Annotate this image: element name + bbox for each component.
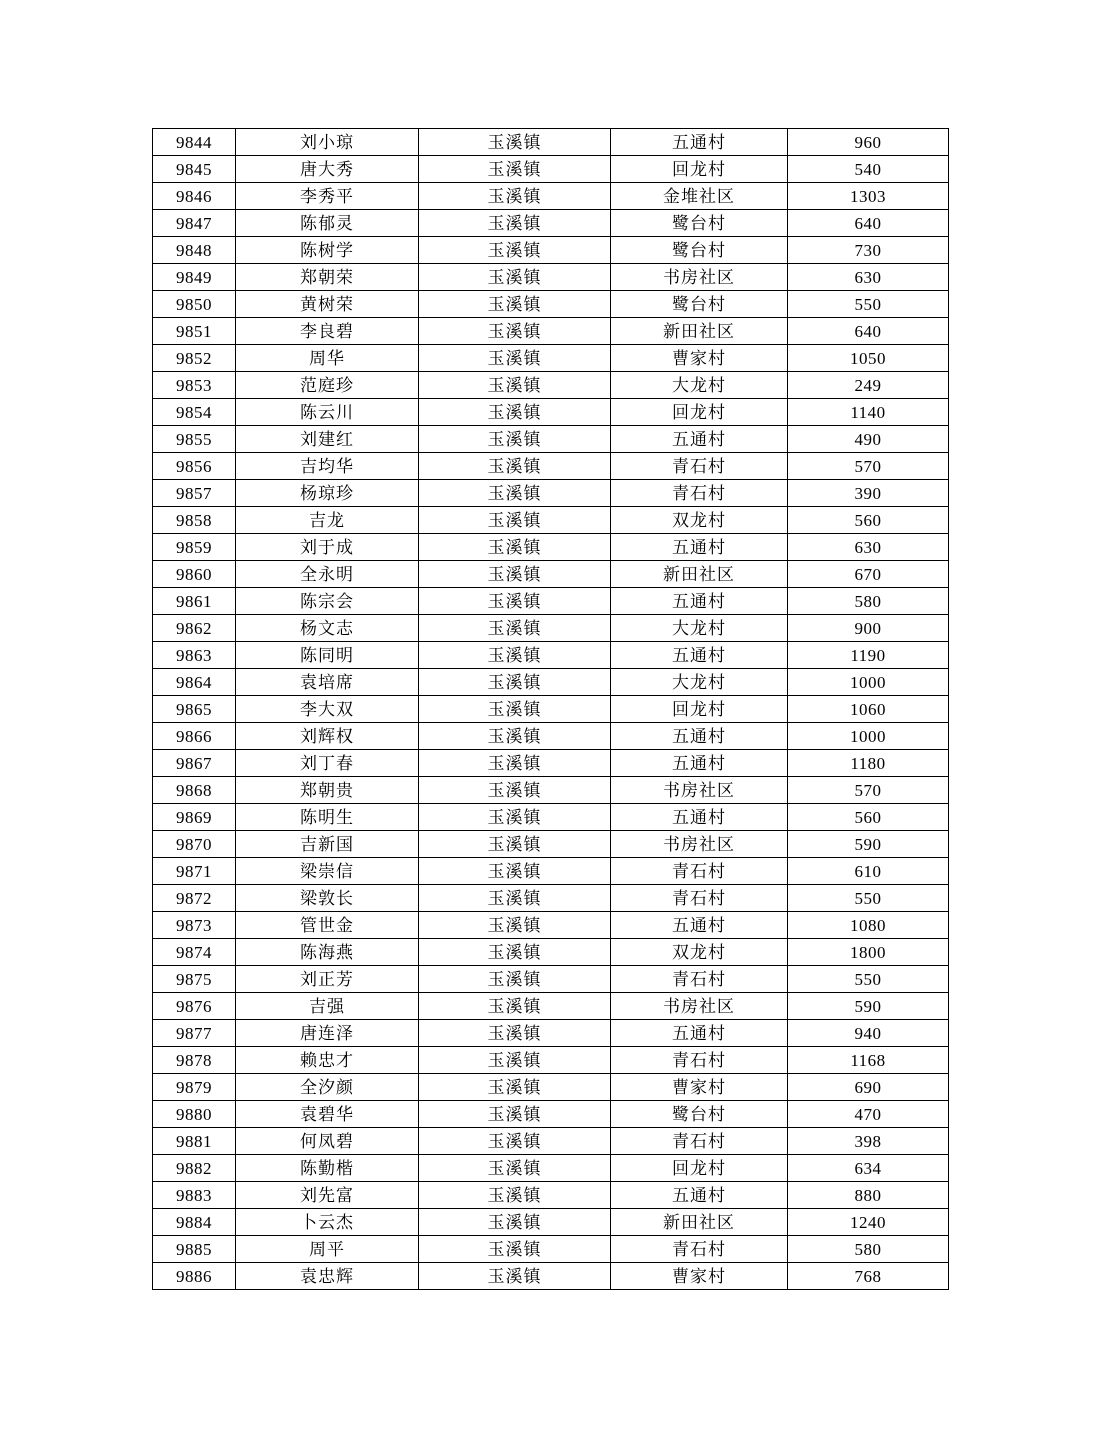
- table-cell-village: 回龙村: [611, 156, 788, 183]
- table-cell-id: 9856: [153, 453, 236, 480]
- table-cell-village: 大龙村: [611, 669, 788, 696]
- table-cell-village: 回龙村: [611, 1155, 788, 1182]
- table-cell-name: 刘于成: [236, 534, 419, 561]
- table-cell-town: 玉溪镇: [419, 1047, 611, 1074]
- table-row: [153, 1155, 949, 1182]
- table-cell-id: 9880: [153, 1101, 236, 1128]
- table-cell-village: 金堆社区: [611, 183, 788, 210]
- table-cell-id: 9860: [153, 561, 236, 588]
- table-row: [153, 345, 949, 372]
- table-cell-id: 9849: [153, 264, 236, 291]
- table-cell-name: 吉新国: [236, 831, 419, 858]
- table-cell-town: 玉溪镇: [419, 183, 611, 210]
- table-cell-town: 玉溪镇: [419, 615, 611, 642]
- table-cell-village: 五通村: [611, 588, 788, 615]
- table-cell-value: 640: [788, 210, 949, 237]
- table-cell-id: 9851: [153, 318, 236, 345]
- table-cell-town: 玉溪镇: [419, 1263, 611, 1290]
- table-cell-town: 玉溪镇: [419, 1128, 611, 1155]
- table-cell-town: 玉溪镇: [419, 345, 611, 372]
- table-cell-village: 五通村: [611, 1020, 788, 1047]
- table-cell-village: 五通村: [611, 1182, 788, 1209]
- table-cell-id: 9850: [153, 291, 236, 318]
- table-cell-name: 李秀平: [236, 183, 419, 210]
- table-cell-id: 9862: [153, 615, 236, 642]
- table-cell-village: 新田社区: [611, 1209, 788, 1236]
- table-cell-name: 卜云杰: [236, 1209, 419, 1236]
- table-cell-name: 范庭珍: [236, 372, 419, 399]
- table-cell-name: 李良碧: [236, 318, 419, 345]
- table-row: [153, 1047, 949, 1074]
- table-cell-name: 刘正芳: [236, 966, 419, 993]
- table-cell-id: 9861: [153, 588, 236, 615]
- table-cell-value: 580: [788, 588, 949, 615]
- table-cell-value: 490: [788, 426, 949, 453]
- table-cell-value: 1080: [788, 912, 949, 939]
- table-cell-name: 吉龙: [236, 507, 419, 534]
- table-cell-id: 9872: [153, 885, 236, 912]
- table-cell-value: 570: [788, 453, 949, 480]
- table-cell-value: 630: [788, 264, 949, 291]
- table-cell-village: 青石村: [611, 453, 788, 480]
- table-cell-id: 9873: [153, 912, 236, 939]
- table-row: [153, 750, 949, 777]
- table-cell-value: 630: [788, 534, 949, 561]
- table-row: [153, 588, 949, 615]
- table-row: [153, 129, 949, 156]
- table-cell-village: 书房社区: [611, 777, 788, 804]
- table-cell-value: 390: [788, 480, 949, 507]
- table-cell-name: 吉均华: [236, 453, 419, 480]
- table-cell-town: 玉溪镇: [419, 1209, 611, 1236]
- table-cell-town: 玉溪镇: [419, 426, 611, 453]
- table-cell-value: 634: [788, 1155, 949, 1182]
- table-row: [153, 912, 949, 939]
- table-cell-value: 1190: [788, 642, 949, 669]
- table-cell-village: 五通村: [611, 750, 788, 777]
- table-cell-value: 640: [788, 318, 949, 345]
- table-cell-village: 新田社区: [611, 318, 788, 345]
- table-cell-id: 9866: [153, 723, 236, 750]
- table-cell-id: 9867: [153, 750, 236, 777]
- table-cell-id: 9863: [153, 642, 236, 669]
- table-cell-name: 何凤碧: [236, 1128, 419, 1155]
- table-cell-village: 新田社区: [611, 561, 788, 588]
- table-cell-name: 刘建红: [236, 426, 419, 453]
- table-cell-town: 玉溪镇: [419, 453, 611, 480]
- table-cell-town: 玉溪镇: [419, 642, 611, 669]
- table-cell-value: 610: [788, 858, 949, 885]
- table-cell-id: 9875: [153, 966, 236, 993]
- table-cell-town: 玉溪镇: [419, 1155, 611, 1182]
- table-cell-value: 590: [788, 831, 949, 858]
- table-cell-value: 590: [788, 993, 949, 1020]
- table-cell-id: 9884: [153, 1209, 236, 1236]
- table-cell-town: 玉溪镇: [419, 1074, 611, 1101]
- table-cell-name: 袁忠辉: [236, 1263, 419, 1290]
- table-cell-id: 9848: [153, 237, 236, 264]
- table-cell-name: 梁敦长: [236, 885, 419, 912]
- table-cell-name: 刘小琼: [236, 129, 419, 156]
- table-cell-id: 9859: [153, 534, 236, 561]
- table-cell-id: 9852: [153, 345, 236, 372]
- table-cell-name: 黄树荣: [236, 291, 419, 318]
- table-row: [153, 1182, 949, 1209]
- table-cell-village: 曹家村: [611, 345, 788, 372]
- table-cell-id: 9868: [153, 777, 236, 804]
- table-cell-village: 青石村: [611, 885, 788, 912]
- table-cell-village: 五通村: [611, 534, 788, 561]
- table-cell-value: 1000: [788, 669, 949, 696]
- table-row: [153, 561, 949, 588]
- table-cell-value: 880: [788, 1182, 949, 1209]
- table-cell-name: 赖忠才: [236, 1047, 419, 1074]
- table-cell-name: 全永明: [236, 561, 419, 588]
- table-cell-id: 9882: [153, 1155, 236, 1182]
- table-cell-village: 青石村: [611, 480, 788, 507]
- table-row: [153, 885, 949, 912]
- table-cell-id: 9858: [153, 507, 236, 534]
- table-row: [153, 1020, 949, 1047]
- table-cell-name: 陈勤楷: [236, 1155, 419, 1182]
- table-cell-name: 陈树学: [236, 237, 419, 264]
- table-cell-id: 9881: [153, 1128, 236, 1155]
- table-cell-value: 560: [788, 804, 949, 831]
- table-cell-village: 青石村: [611, 1236, 788, 1263]
- table-cell-village: 书房社区: [611, 264, 788, 291]
- table-cell-village: 回龙村: [611, 399, 788, 426]
- table-cell-value: 730: [788, 237, 949, 264]
- table-cell-town: 玉溪镇: [419, 534, 611, 561]
- table-cell-town: 玉溪镇: [419, 129, 611, 156]
- table-row: [153, 1128, 949, 1155]
- table-cell-value: 540: [788, 156, 949, 183]
- table-cell-town: 玉溪镇: [419, 1020, 611, 1047]
- table-row: [153, 1236, 949, 1263]
- table-cell-value: 249: [788, 372, 949, 399]
- table-cell-name: 陈明生: [236, 804, 419, 831]
- table-cell-town: 玉溪镇: [419, 291, 611, 318]
- table-cell-village: 青石村: [611, 1128, 788, 1155]
- records-table: [152, 128, 949, 1290]
- table-cell-town: 玉溪镇: [419, 777, 611, 804]
- table-row: [153, 669, 949, 696]
- table-cell-value: 1303: [788, 183, 949, 210]
- table-row: [153, 804, 949, 831]
- table-cell-id: 9886: [153, 1263, 236, 1290]
- table-cell-town: 玉溪镇: [419, 264, 611, 291]
- table-cell-value: 1050: [788, 345, 949, 372]
- table-cell-value: 1800: [788, 939, 949, 966]
- table-cell-id: 9845: [153, 156, 236, 183]
- table-cell-value: 550: [788, 885, 949, 912]
- table-cell-town: 玉溪镇: [419, 507, 611, 534]
- table-cell-value: 398: [788, 1128, 949, 1155]
- table-cell-id: 9871: [153, 858, 236, 885]
- table-cell-town: 玉溪镇: [419, 318, 611, 345]
- table-cell-town: 玉溪镇: [419, 804, 611, 831]
- table-body: [153, 129, 949, 1290]
- table-cell-town: 玉溪镇: [419, 1182, 611, 1209]
- table-cell-id: 9876: [153, 993, 236, 1020]
- table-cell-village: 鹭台村: [611, 237, 788, 264]
- table-cell-value: 690: [788, 1074, 949, 1101]
- table-cell-town: 玉溪镇: [419, 912, 611, 939]
- table-cell-id: 9879: [153, 1074, 236, 1101]
- table-cell-town: 玉溪镇: [419, 1101, 611, 1128]
- table-row: [153, 696, 949, 723]
- table-cell-id: 9865: [153, 696, 236, 723]
- table-cell-village: 书房社区: [611, 831, 788, 858]
- table-row: [153, 264, 949, 291]
- table-cell-village: 青石村: [611, 1047, 788, 1074]
- table-cell-value: 1140: [788, 399, 949, 426]
- table-cell-name: 袁碧华: [236, 1101, 419, 1128]
- table-row: [153, 1074, 949, 1101]
- table-cell-town: 玉溪镇: [419, 372, 611, 399]
- table-cell-name: 唐连泽: [236, 1020, 419, 1047]
- table-row: [153, 642, 949, 669]
- table-row: [153, 1209, 949, 1236]
- table-row: [153, 399, 949, 426]
- table-row: [153, 777, 949, 804]
- table-cell-name: 杨文志: [236, 615, 419, 642]
- table-cell-town: 玉溪镇: [419, 210, 611, 237]
- table-row: [153, 615, 949, 642]
- table-cell-village: 大龙村: [611, 372, 788, 399]
- table-cell-name: 郑朝贵: [236, 777, 419, 804]
- table-cell-town: 玉溪镇: [419, 1236, 611, 1263]
- table-cell-town: 玉溪镇: [419, 237, 611, 264]
- table-cell-value: 940: [788, 1020, 949, 1047]
- table-cell-id: 9870: [153, 831, 236, 858]
- table-row: [153, 993, 949, 1020]
- table-cell-value: 960: [788, 129, 949, 156]
- table-cell-value: 1240: [788, 1209, 949, 1236]
- table-cell-town: 玉溪镇: [419, 561, 611, 588]
- table-cell-value: 550: [788, 291, 949, 318]
- table-cell-value: 550: [788, 966, 949, 993]
- table-row: [153, 1101, 949, 1128]
- table-cell-value: 570: [788, 777, 949, 804]
- table-row: [153, 426, 949, 453]
- table-row: [153, 534, 949, 561]
- table-cell-id: 9854: [153, 399, 236, 426]
- table-cell-town: 玉溪镇: [419, 939, 611, 966]
- table-cell-name: 梁崇信: [236, 858, 419, 885]
- table-cell-name: 唐大秀: [236, 156, 419, 183]
- table-cell-village: 大龙村: [611, 615, 788, 642]
- table-cell-id: 9847: [153, 210, 236, 237]
- table-cell-id: 9853: [153, 372, 236, 399]
- table-cell-town: 玉溪镇: [419, 966, 611, 993]
- table-cell-name: 全汐颜: [236, 1074, 419, 1101]
- table-cell-town: 玉溪镇: [419, 669, 611, 696]
- table-cell-id: 9844: [153, 129, 236, 156]
- table-cell-town: 玉溪镇: [419, 993, 611, 1020]
- table-cell-id: 9846: [153, 183, 236, 210]
- table-cell-value: 1060: [788, 696, 949, 723]
- table-cell-town: 玉溪镇: [419, 858, 611, 885]
- table-cell-town: 玉溪镇: [419, 156, 611, 183]
- table-cell-town: 玉溪镇: [419, 696, 611, 723]
- table-row: [153, 939, 949, 966]
- table-row: [153, 237, 949, 264]
- table-cell-id: 9878: [153, 1047, 236, 1074]
- table-cell-name: 刘丁春: [236, 750, 419, 777]
- table-cell-name: 吉强: [236, 993, 419, 1020]
- table-cell-name: 杨琼珍: [236, 480, 419, 507]
- table-cell-name: 陈同明: [236, 642, 419, 669]
- table-row: [153, 480, 949, 507]
- table-cell-village: 五通村: [611, 912, 788, 939]
- table-cell-name: 袁培席: [236, 669, 419, 696]
- table-cell-town: 玉溪镇: [419, 399, 611, 426]
- table-cell-village: 回龙村: [611, 696, 788, 723]
- table-cell-village: 五通村: [611, 426, 788, 453]
- table-cell-town: 玉溪镇: [419, 480, 611, 507]
- table-cell-village: 青石村: [611, 966, 788, 993]
- table-row: [153, 210, 949, 237]
- table-row: [153, 183, 949, 210]
- table-cell-town: 玉溪镇: [419, 885, 611, 912]
- table-cell-village: 青石村: [611, 858, 788, 885]
- table-cell-value: 1180: [788, 750, 949, 777]
- table-cell-name: 陈宗会: [236, 588, 419, 615]
- table-row: [153, 966, 949, 993]
- table-cell-town: 玉溪镇: [419, 831, 611, 858]
- table-cell-village: 双龙村: [611, 939, 788, 966]
- table-cell-village: 五通村: [611, 642, 788, 669]
- table-cell-village: 鹭台村: [611, 210, 788, 237]
- table-cell-village: 书房社区: [611, 993, 788, 1020]
- table-cell-id: 9883: [153, 1182, 236, 1209]
- table-row: [153, 318, 949, 345]
- table-cell-town: 玉溪镇: [419, 723, 611, 750]
- table-cell-village: 鹭台村: [611, 291, 788, 318]
- table-cell-village: 鹭台村: [611, 1101, 788, 1128]
- table-cell-name: 郑朝荣: [236, 264, 419, 291]
- table-row: [153, 831, 949, 858]
- table-cell-town: 玉溪镇: [419, 750, 611, 777]
- table-cell-name: 管世金: [236, 912, 419, 939]
- table-cell-id: 9885: [153, 1236, 236, 1263]
- table-row: [153, 453, 949, 480]
- table-cell-id: 9874: [153, 939, 236, 966]
- table-cell-name: 李大双: [236, 696, 419, 723]
- table-cell-village: 双龙村: [611, 507, 788, 534]
- table-row: [153, 723, 949, 750]
- table-cell-name: 陈云川: [236, 399, 419, 426]
- table-cell-value: 1000: [788, 723, 949, 750]
- table-cell-id: 9855: [153, 426, 236, 453]
- table-cell-name: 陈海燕: [236, 939, 419, 966]
- table-row: [153, 156, 949, 183]
- table-cell-name: 刘先富: [236, 1182, 419, 1209]
- table-row: [153, 372, 949, 399]
- table-cell-value: 768: [788, 1263, 949, 1290]
- table-row: [153, 858, 949, 885]
- table-cell-town: 玉溪镇: [419, 588, 611, 615]
- table-cell-village: 曹家村: [611, 1263, 788, 1290]
- table-cell-value: 470: [788, 1101, 949, 1128]
- table-cell-value: 580: [788, 1236, 949, 1263]
- table-cell-id: 9857: [153, 480, 236, 507]
- table-cell-village: 五通村: [611, 129, 788, 156]
- table-cell-id: 9877: [153, 1020, 236, 1047]
- table-cell-name: 周平: [236, 1236, 419, 1263]
- table-row: [153, 291, 949, 318]
- table-cell-name: 陈郁灵: [236, 210, 419, 237]
- table-cell-id: 9869: [153, 804, 236, 831]
- table-cell-value: 900: [788, 615, 949, 642]
- table-cell-village: 五通村: [611, 804, 788, 831]
- table-cell-value: 1168: [788, 1047, 949, 1074]
- table-cell-value: 670: [788, 561, 949, 588]
- table-cell-village: 曹家村: [611, 1074, 788, 1101]
- table-cell-id: 9864: [153, 669, 236, 696]
- table-cell-name: 刘辉权: [236, 723, 419, 750]
- table-row: [153, 1263, 949, 1290]
- table-cell-village: 五通村: [611, 723, 788, 750]
- table-cell-name: 周华: [236, 345, 419, 372]
- table-cell-value: 560: [788, 507, 949, 534]
- table-row: [153, 507, 949, 534]
